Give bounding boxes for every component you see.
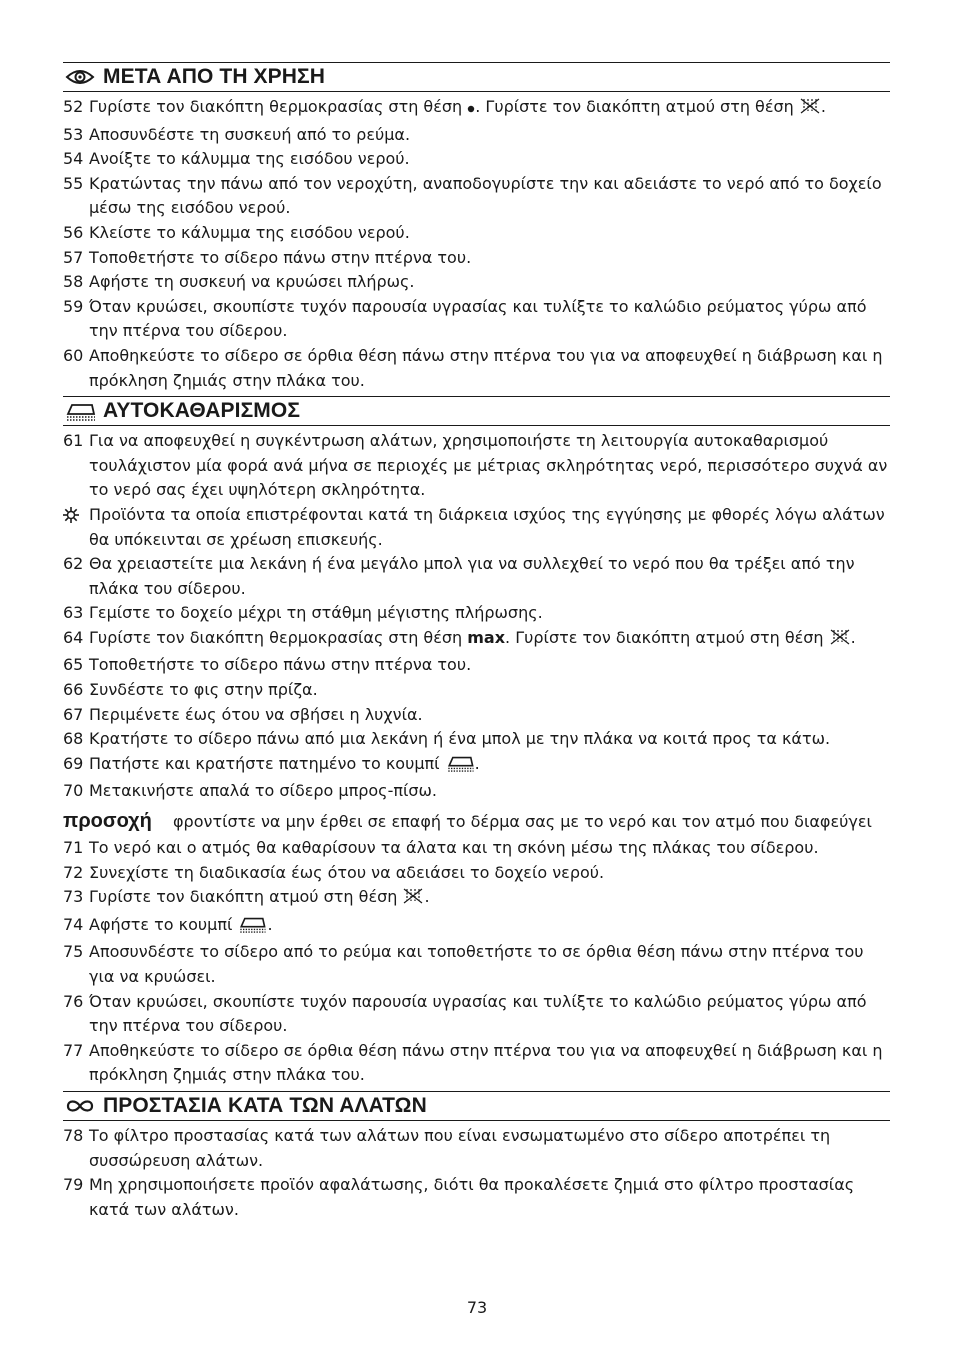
item-text-part: . [474, 753, 480, 773]
item-text: Συνδέστε το φις στην πρίζα. [89, 680, 318, 700]
item-number: 75 [63, 942, 84, 962]
eye-icon [63, 66, 97, 88]
item-number: 62 [63, 554, 84, 574]
list-item [63, 123, 890, 148]
item-text: Θα χρειαστείτε μια λεκάνη ή ένα μεγάλο μπολ για να συλλεχθεί το νερό που θα τρέξει από την πλάκα του σίδερου. [89, 554, 855, 598]
item-text: Το νερό και ο ατμός θα καθαρίσουν τα άλατα και τη σκόνη μέσω της πλάκας του σίδερου. [89, 838, 819, 858]
item-text: Αποθηκεύστε το σίδερο σε όρθια θέση πάνω στην πτέρνα του για να αποφευχθεί η διάβρωση και η πρόκληση ζημιάς στην πλάκα του. [89, 1040, 883, 1085]
item-text: Για να αποφευχθεί η συγκέντρωση αλάτων, χρησιμοποιήστε τη λειτουργία αυτοκαθαρισμού τουλάχιστον μία φορά ανά μήνα σε περιοχές με μέτριας σκληρότητας νερό, περισσότερο συχνά αν το νερό σας έχει υψηλότερη σκληρότητα. [89, 431, 888, 500]
list-item [63, 678, 890, 703]
steam-off-icon [402, 887, 424, 913]
item-text [89, 95, 890, 123]
item-text: Μη χρησιμοποιήσετε προϊόν αφαλάτωσης, διότι θα προκαλέσετε ζημιά στο φίλτρο προστασίας κατά των αλάτων. [89, 1175, 855, 1219]
item-number: 65 [63, 655, 84, 675]
item-number: 60 [63, 345, 84, 365]
item-number: 74 [63, 914, 84, 934]
item-text-part: . Γυρίστε τον διακόπτη ατμού στη θέση [505, 627, 829, 647]
item-number: 77 [63, 1040, 84, 1060]
page-number: 73 [466, 1298, 488, 1317]
list-item [63, 246, 890, 271]
item-text-part: Γυρίστε τον διακόπτη θερμοκρασίας στη θέση [89, 627, 468, 647]
list-item [63, 552, 890, 601]
item-number: 59 [63, 296, 84, 316]
item-text [89, 913, 890, 941]
section-self-clean [63, 396, 890, 1088]
item-text-part: Πατήστε και κρατήστε πατημένο το κουμπί [89, 753, 445, 773]
item-text-part: . [424, 887, 430, 907]
item-text: Γεμίστε το δοχείο μέχρι τη στάθμη μέγιστης πλήρωσης. [89, 603, 543, 623]
item-text-part: Γυρίστε τον διακόπτη ατμού στη θέση [89, 887, 403, 907]
list-item [63, 172, 890, 221]
list-item [63, 861, 890, 886]
list-item [63, 885, 890, 913]
item-text-part: . [267, 914, 273, 934]
item-number: 54 [63, 149, 84, 169]
list-item [63, 940, 890, 989]
section-title: ΜΕΤΑ ΑΠΟ ΤΗ ΧΡΗΣΗ [103, 65, 325, 88]
section-heading [63, 1091, 890, 1121]
list-item [63, 752, 890, 780]
item-number: 52 [63, 97, 84, 116]
item-text [89, 885, 890, 913]
item-text-part: Γυρίστε τον διακόπτη θερμοκρασίας στη θέση [89, 97, 468, 116]
item-text: Κρατώντας την πάνω από τον νεροχύτη, αναποδογυρίστε την και αδειάστε το νερό από το δοχείο μέσω της εισόδου νερού. [89, 173, 882, 218]
item-number: 57 [63, 247, 84, 267]
item-number: 73 [63, 887, 84, 907]
list-item [63, 601, 890, 626]
item-number: 69 [63, 753, 84, 773]
section-title: ΑΥΤΟΚΑΘΑΡΙΣΜΟΣ [103, 399, 301, 423]
list-item [63, 626, 890, 654]
caution-text: φροντίστε να μην έρθει σε επαφή το δέρμα σας με το νερό και τον ατμό που διαφεύγει [173, 812, 872, 832]
instruction-list [63, 95, 890, 393]
item-text: Το φίλτρο προστασίας κατά των αλάτων που είναι ενσωματωμένο στο σίδερο αποτρέπει τη συσσώρευση αλάτων. [89, 1125, 831, 1170]
item-number: 63 [63, 603, 84, 623]
steam-off-icon [799, 97, 821, 123]
list-item [63, 653, 890, 678]
self-clean-icon [63, 400, 97, 422]
item-number: 55 [63, 173, 84, 193]
item-text: Κρατήστε το σίδερο πάνω από μια λεκάνη ή ένα μπολ με την πλάκα να κοιτά προς τα κάτω. [89, 729, 831, 749]
list-item [63, 1173, 890, 1222]
section-anti-scale [63, 1091, 890, 1222]
item-number: 66 [63, 680, 84, 700]
item-number: 70 [63, 781, 84, 801]
warning-sun-icon [63, 503, 89, 552]
list-item [63, 147, 890, 172]
item-text-part: . [850, 627, 856, 647]
list-item [63, 429, 890, 503]
self-clean-icon [445, 754, 475, 780]
item-text: Αποσυνδέστε τη συσκευή από το ρεύμα. [89, 124, 411, 144]
item-text: Κλείστε το κάλυμμα της εισόδου νερού. [89, 222, 410, 242]
item-number: 58 [63, 272, 84, 292]
instruction-list [63, 429, 890, 1088]
item-text: Όταν κρυώσει, σκουπίστε τυχόν παρουσία υγρασίας και τυλίξτε το καλώδιο ρεύματος γύρω από την πτέρνα του σίδερου. [89, 991, 867, 1036]
item-text: Μετακινήστε απαλά το σίδερο μπρος-πίσω. [89, 781, 438, 801]
steam-off-icon [829, 628, 851, 654]
list-item [63, 221, 890, 246]
item-text [89, 752, 890, 780]
list-item [63, 1124, 890, 1173]
item-text [89, 626, 890, 654]
item-text-part: Αφήστε το κουμπί [89, 914, 238, 934]
list-item [63, 990, 890, 1039]
item-text-bold: max [467, 627, 506, 647]
list-item [63, 836, 890, 861]
warning-note [63, 503, 890, 552]
warning-text: Προϊόντα τα οποία επιστρέφονται κατά τη διάρκεια ισχύος της εγγύησης με φθορές λόγω αλάτων θα υπόκεινται σε χρέωση επισκευής. [89, 504, 885, 549]
manual-page [63, 62, 890, 1222]
self-clean-icon [237, 915, 267, 941]
item-number: 56 [63, 222, 84, 242]
item-text: Αποσυνδέστε το σίδερο από το ρεύμα και τοποθετήστε το σε όρθια θέση πάνω στην πτέρνα του για να κρυώσει. [89, 942, 864, 986]
list-item [63, 295, 890, 344]
section-heading [63, 396, 890, 426]
section-after-use [63, 62, 890, 393]
infinity-icon [63, 1095, 97, 1117]
list-item [63, 913, 890, 941]
item-text: Τοποθετήστε το σίδερο πάνω στην πτέρνα του. [89, 655, 472, 675]
caution-note [63, 810, 890, 834]
item-text: Ανοίξτε το κάλυμμα της εισόδου νερού. [89, 149, 410, 169]
item-text: Τοποθετήστε το σίδερο πάνω στην πτέρνα του. [89, 247, 472, 267]
item-text: Όταν κρυώσει, σκουπίστε τυχόν παρουσία υγρασίας και τυλίξτε το καλώδιο ρεύματος γύρω από την πτέρνα του σίδερου. [89, 296, 867, 341]
instruction-list [63, 1124, 890, 1222]
list-item [63, 779, 890, 804]
item-number: 64 [63, 627, 84, 647]
item-number: 53 [63, 124, 84, 144]
item-number: 71 [63, 838, 84, 858]
section-heading [63, 62, 890, 92]
item-number: 79 [63, 1175, 84, 1195]
list-item [63, 95, 890, 123]
item-text: Αποθηκεύστε το σίδερο σε όρθια θέση πάνω στην πτέρνα του για να αποφευχθεί η διάβρωση και η πρόκληση ζημιάς στην πλάκα του. [89, 345, 883, 390]
item-number: 68 [63, 729, 84, 749]
caution-label: προσοχή [63, 810, 152, 833]
section-title: ΠΡΟΣΤΑΣΙΑ ΚΑΤΑ ΤΩΝ ΑΛΑΤΩΝ [103, 1093, 427, 1117]
item-text: Περιμένετε έως ότου να σβήσει η λυχνία. [89, 704, 423, 724]
item-number: 61 [63, 431, 84, 451]
list-item [63, 703, 890, 728]
item-number: 67 [63, 704, 84, 724]
item-number: 76 [63, 991, 84, 1011]
item-number: 72 [63, 862, 84, 882]
item-text: Αφήστε τη συσκευή να κρυώσει πλήρως. [89, 272, 415, 292]
item-text-part: . Γυρίστε τον διακόπτη ατμού στη θέση [475, 97, 799, 116]
item-number: 78 [63, 1125, 84, 1145]
item-text: Συνεχίστε τη διαδικασία έως ότου να αδειάσει το δοχείο νερού. [89, 862, 605, 882]
list-item [63, 727, 890, 752]
list-item [63, 344, 890, 393]
item-text-part: . [820, 97, 826, 116]
list-item [63, 270, 890, 295]
list-item [63, 1039, 890, 1088]
